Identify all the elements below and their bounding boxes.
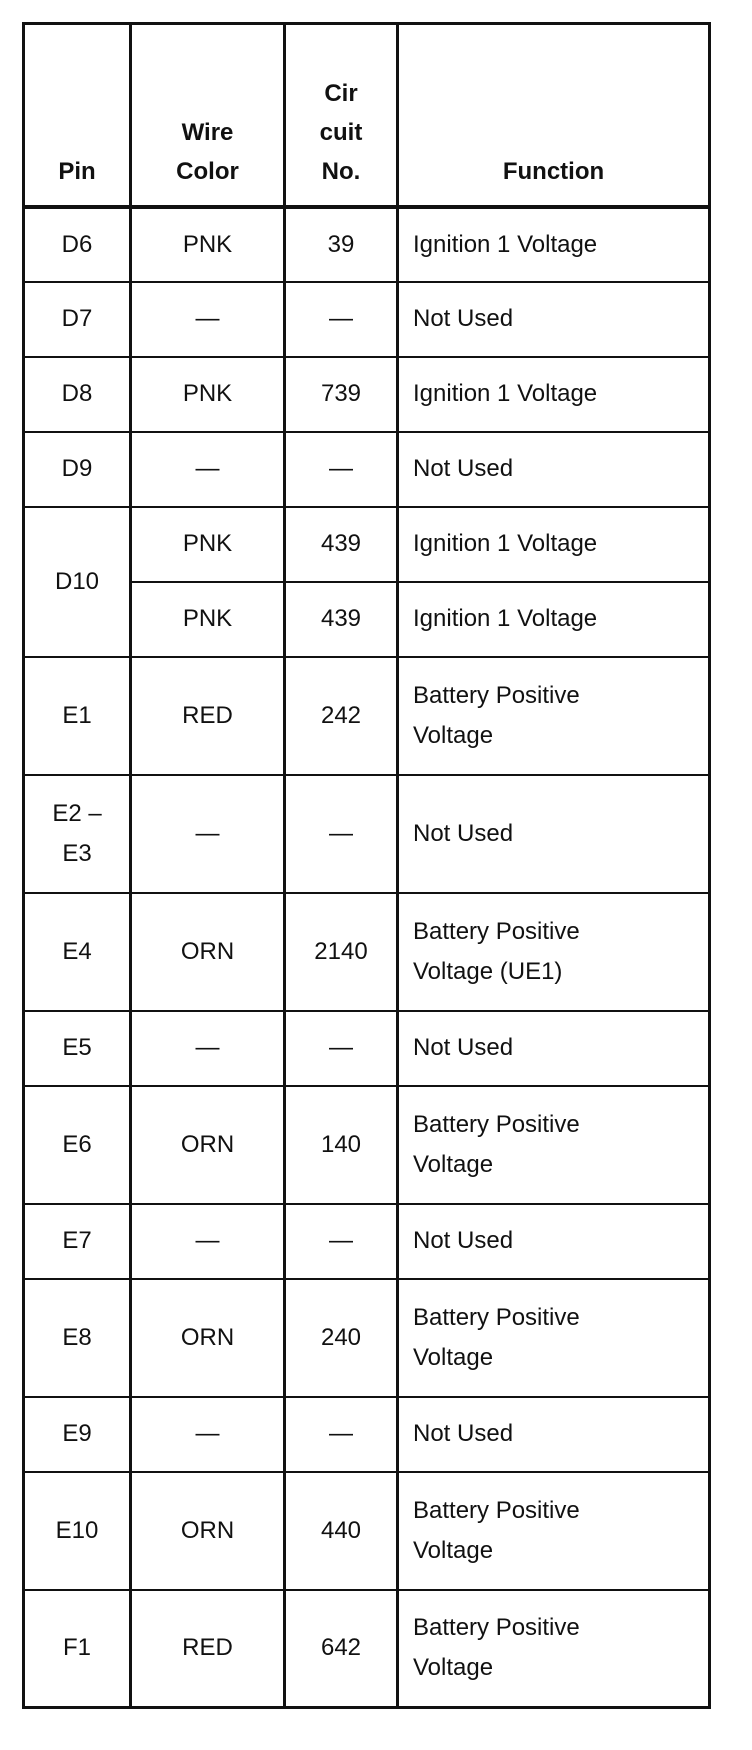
function-line: Ignition 1 Voltage [413,230,598,258]
function-line: Not Used [413,455,514,482]
function-line: Not Used [413,1227,514,1254]
circuit-cell: 642 [285,1590,398,1708]
function-cell [398,1204,710,1279]
pin-cell: E1 [24,657,131,775]
function-cell [398,893,710,1011]
function-cell [398,357,710,432]
function-cell [398,775,710,893]
function-cell [398,1397,710,1472]
function-line: Battery Positive [413,917,580,945]
function-line: Battery Positive [413,681,580,709]
table-row [24,207,710,282]
function-line: Voltage [413,721,494,749]
pin-cell: E5 [24,1011,131,1086]
pin-cell: E8 [24,1279,131,1397]
wire-color-cell: — [131,1204,285,1279]
function-line: Ignition 1 Voltage [413,605,598,632]
table-row [24,1086,710,1204]
wire-color-cell: — [131,1011,285,1086]
pin-line: E2 – [52,799,102,827]
pin-cell: D6 [24,207,131,282]
function-line: Battery Positive [413,1303,580,1331]
function-line: Battery Positive [413,1110,580,1138]
table-row [24,1472,710,1590]
wire-color-cell: — [131,432,285,507]
header-pin: Pin [24,24,131,207]
table-row [24,507,710,582]
circuit-cell: 439 [285,507,398,582]
function-cell [398,207,710,282]
circuit-cell: 2140 [285,893,398,1011]
circuit-cell: — [285,1011,398,1086]
table-row [24,775,710,893]
wire-color-cell: — [131,775,285,893]
circuit-cell: 240 [285,1279,398,1397]
pin-cell: D8 [24,357,131,432]
wire-color-cell: ORN [131,1279,285,1397]
wire-color-cell: ORN [131,1086,285,1204]
header-row [24,24,710,207]
function-line: Voltage [413,1343,494,1371]
function-line: Not Used [413,305,514,332]
function-line: Voltage (UE1) [413,957,563,985]
table-row [24,432,710,507]
pinout-table [22,22,711,1709]
table-row [24,1011,710,1086]
table-row [24,657,710,775]
table-row [24,1279,710,1397]
circuit-cell: 39 [285,207,398,282]
function-line: Ignition 1 Voltage [413,530,598,557]
header-function: Function [398,24,710,207]
circuit-cell: — [285,1397,398,1472]
circuit-cell: — [285,1204,398,1279]
circuit-cell: 739 [285,357,398,432]
function-line: Not Used [413,1034,514,1061]
wire-color-cell: RED [131,1590,285,1708]
pin-cell: E10 [24,1472,131,1590]
wire-color-cell: PNK [131,582,285,657]
function-cell [398,282,710,357]
pin-cell: E7 [24,1204,131,1279]
function-line: Not Used [413,1420,514,1447]
function-line: Voltage [413,1150,494,1178]
wire-color-cell: ORN [131,893,285,1011]
pin-line: E3 [62,839,92,867]
pin-cell: E9 [24,1397,131,1472]
pin-cell: E4 [24,893,131,1011]
wire-color-cell: PNK [131,207,285,282]
wire-color-cell: — [131,1397,285,1472]
function-cell [398,657,710,775]
circuit-cell: 440 [285,1472,398,1590]
table-row [24,357,710,432]
wire-color-cell: — [131,282,285,357]
function-line: Not Used [413,819,514,847]
function-cell [398,1011,710,1086]
wire-color-cell: PNK [131,357,285,432]
function-line: Battery Positive [413,1614,580,1642]
header-circuit-no: Cir cuit No. [285,24,398,207]
pin-cell: D9 [24,432,131,507]
circuit-cell: 242 [285,657,398,775]
pin-cell [24,775,131,893]
function-line: Voltage [413,1536,494,1564]
function-line: Battery Positive [413,1496,580,1524]
circuit-cell: — [285,775,398,893]
wire-color-cell: PNK [131,507,285,582]
table-row [24,1204,710,1279]
pin-cell: D7 [24,282,131,357]
function-cell [398,1590,710,1708]
table-row [24,282,710,357]
circuit-cell: — [285,432,398,507]
circuit-cell: 140 [285,1086,398,1204]
table-row [24,893,710,1011]
header-wire-color: Wire Color [131,24,285,207]
table-row [24,1590,710,1708]
function-cell [398,1279,710,1397]
pin-cell: F1 [24,1590,131,1708]
function-cell [398,1472,710,1590]
function-cell [398,507,710,582]
circuit-cell: 439 [285,582,398,657]
circuit-cell: — [285,282,398,357]
function-line: Voltage [413,1654,494,1682]
pin-cell: D10 [24,507,131,657]
function-line: Ignition 1 Voltage [413,380,598,407]
table-row [24,1397,710,1472]
wire-color-cell: ORN [131,1472,285,1590]
pin-cell: E6 [24,1086,131,1204]
function-cell [398,432,710,507]
function-cell [398,582,710,657]
wire-color-cell: RED [131,657,285,775]
function-cell [398,1086,710,1204]
